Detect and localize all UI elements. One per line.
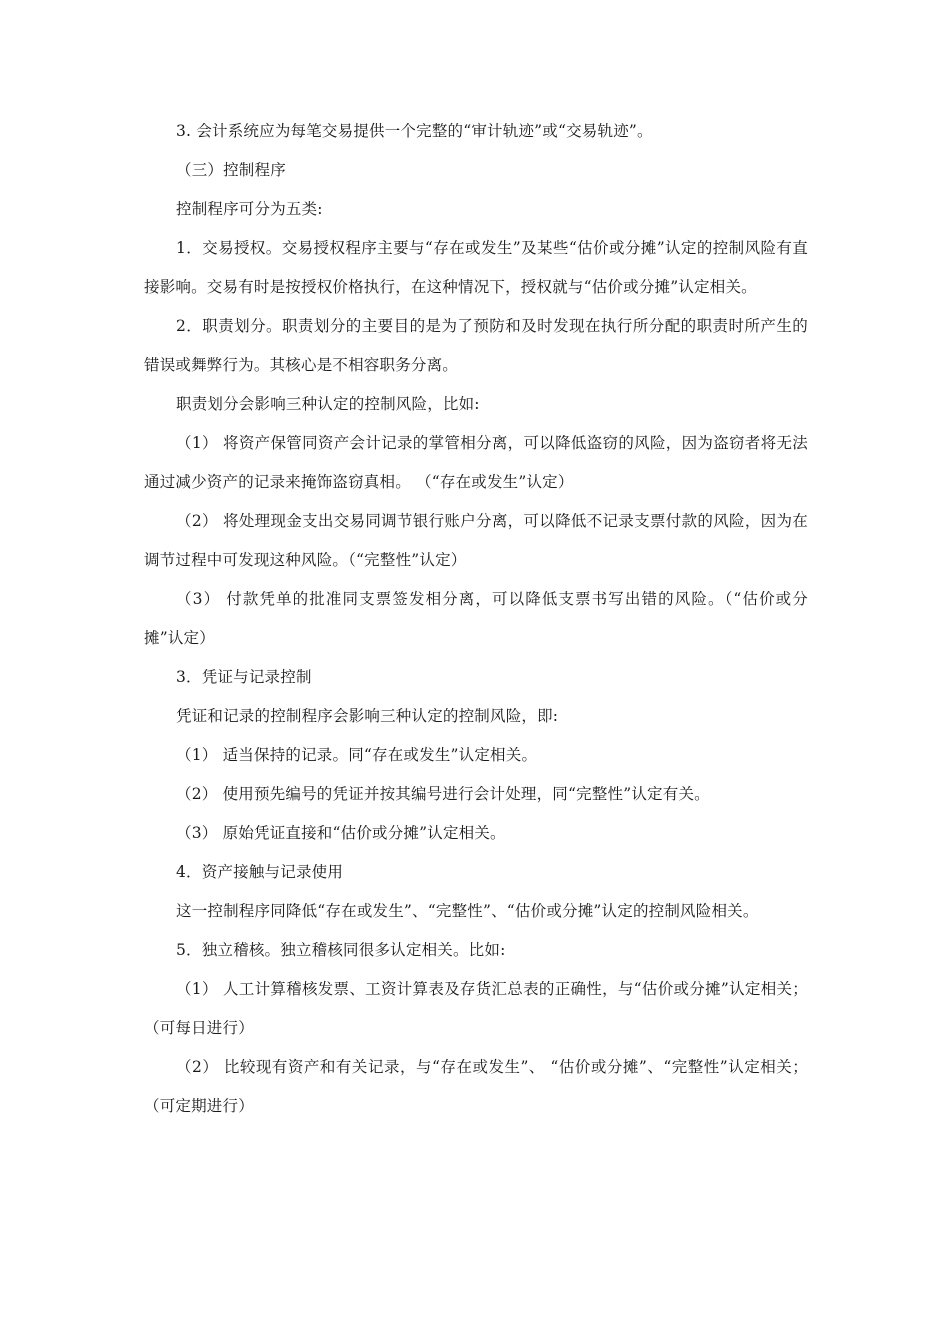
paragraph-documents-records-heading: 3．凭证与记录控制: [176, 668, 312, 686]
paragraph-independent-checks: 5．独立稽核。独立稽核同很多认定相关。比如:: [176, 941, 506, 959]
paragraph-five-categories: 控制程序可分为五类:: [176, 200, 323, 218]
paragraph-asset-access-heading: 4．资产接触与记录使用: [176, 863, 344, 881]
list-item-checks-2: （2） 比较现有资产和有关记录，与“存在或发生”、 “估价或分摊”、“完整性”认定相关；（可定期进行）: [144, 1058, 808, 1115]
list-item-segregation-1: （1） 将资产保管同资产会计记录的掌管相分离，可以降低盗窃的风险，因为盗窃者将无法通过减少资产的记录来掩饰盗窃真相。 （“存在或发生”认定）: [144, 434, 808, 491]
list-item-records-2: （2） 使用预先编号的凭证并按其编号进行会计处理，同“完整性”认定有关。: [176, 785, 710, 803]
list-item-records-3: （3） 原始凭证直接和“估价或分摊”认定相关。: [176, 824, 506, 842]
paragraph-documents-records-intro: 凭证和记录的控制程序会影响三种认定的控制风险，即:: [176, 707, 559, 725]
section-heading-control-procedures: （三）控制程序: [176, 161, 286, 179]
paragraph-asset-access-body: 这一控制程序同降低“存在或发生”、“完整性”、“估价或分摊”认定的控制风险相关。: [176, 902, 759, 920]
paragraph-segregation-of-duties: 2．职责划分。职责划分的主要目的是为了预防和及时发现在执行所分配的职责时所产生的错误或舞弊行为。其核心是不相容职务分离。: [144, 317, 808, 374]
paragraph-transaction-authorization: 1．交易授权。交易授权程序主要与“存在或发生”及某些“估价或分摊”认定的控制风险有直接影响。交易有时是按授权价格执行，在这种情况下，授权就与“估价或分摊”认定相关。: [144, 239, 808, 296]
document-body: [144, 112, 808, 1126]
list-item-segregation-2: （2） 将处理现金支出交易同调节银行账户分离，可以降低不记录支票付款的风险，因为在调节过程中可发现这种风险。（“完整性”认定）: [144, 512, 808, 569]
paragraph-segregation-intro: 职责划分会影响三种认定的控制风险，比如:: [176, 395, 480, 413]
paragraph-audit-trail: 3. 会计系统应为每笔交易提供一个完整的“审计轨迹”或“交易轨迹”。: [176, 122, 653, 140]
list-item-segregation-3: （3） 付款凭单的批准同支票签发相分离，可以降低支票书写出错的风险。（“估价或分摊”认定）: [144, 590, 808, 647]
list-item-checks-1: （1） 人工计算稽核发票、工资计算表及存货汇总表的正确性，与“估价或分摊”认定相关；（可每日进行）: [144, 980, 808, 1037]
list-item-records-1: （1） 适当保持的记录。同“存在或发生”认定相关。: [176, 746, 538, 764]
